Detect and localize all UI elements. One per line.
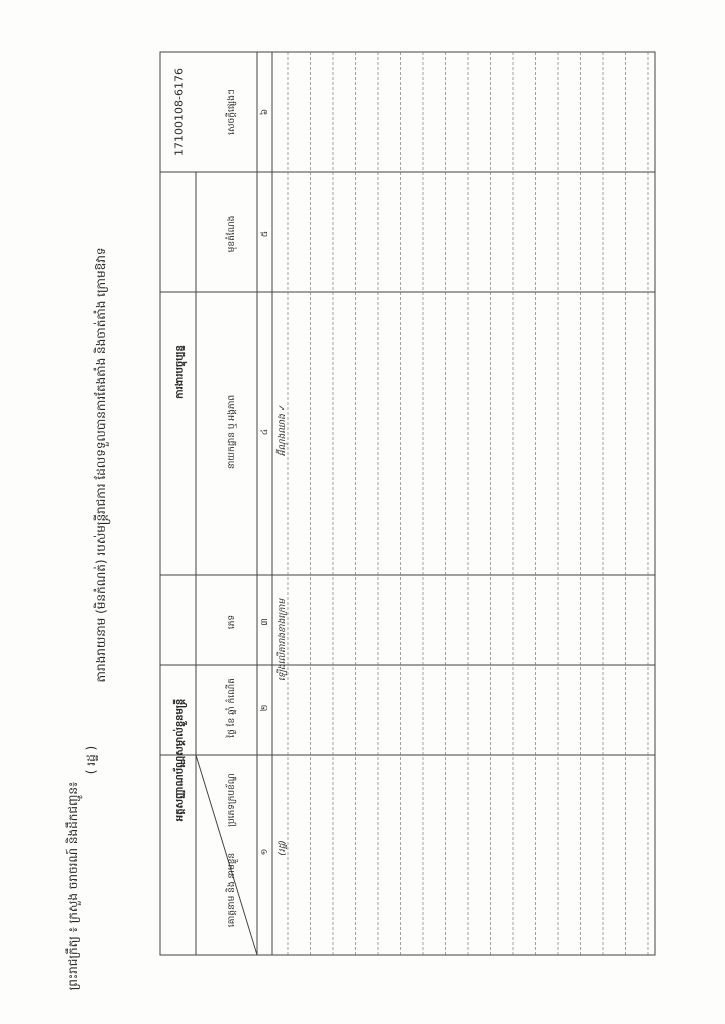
page-header-left-sub: ( រដ្ឋ ) (84, 745, 99, 775)
row1-dob: ឡើងលើតារាងខាងក្រោម (277, 598, 288, 682)
col-number-5: ៥ (259, 230, 270, 238)
col-header-note: សេចក្តីផ្សេងៗ (226, 89, 237, 135)
col-number-4: ៤ (259, 428, 270, 436)
document-number: 17100108-6176 (172, 68, 186, 156)
col-number-3: ៣ (259, 618, 270, 626)
table-row-lines (288, 52, 648, 955)
col-number-6: ៦ (259, 108, 270, 116)
col-header-name: គោត្តនាម និង នាមខ្លួន (226, 852, 237, 928)
row1-name: (រដ្ឋ) (277, 840, 288, 856)
group-header-right: ការងារបច្ចុប្បន្ន (174, 345, 186, 399)
page-header-left: ព្រះរាជក្រឹត្យ ៖ ក្រសួង ចរាចរណ៍ និងដឹកជញ្ជូន៖ (66, 781, 81, 991)
col-header-position: មុខតំណែង (226, 215, 237, 253)
col-header-region: ប្រភេទក្របខ័ណ្ឌ (226, 773, 237, 827)
row1-unit: អ៊ីណុងឈាង ✓ (277, 403, 288, 457)
col-header-unit: នាយកដ្ឋាន ឬ អង្គភាព (226, 394, 237, 470)
col-header-sex: ភេទ (226, 614, 237, 630)
col-header-dob: ថ្ងៃ ខែ ឆ្នាំ កំណើត (226, 678, 237, 738)
group-header-left: អត្តសញ្ញាណប័ណ្ណសម្គាល់ខ្លួនមន្ត្រី (174, 698, 186, 822)
col-number-1: ១ (259, 848, 270, 856)
col-number-2: ២ (259, 704, 270, 712)
page-header-top: តារាងរាយនាម (មិនកំណត់) របស់មន្ត្រីរាជការ ដែលទទួលបានការតែងតាំង និងចាត់តាំង ក្រោមឱវាទ (94, 247, 109, 683)
